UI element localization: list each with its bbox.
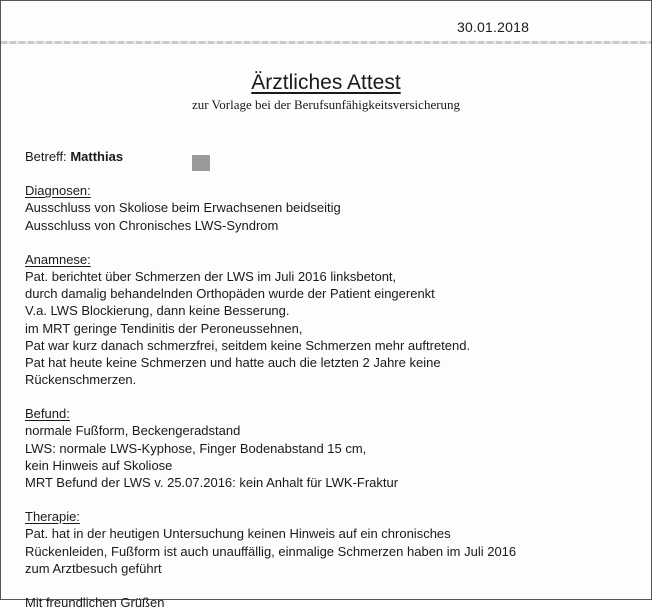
therapy-heading: Therapie:	[25, 509, 80, 525]
history-section	[25, 251, 641, 389]
diagnoses-line: Ausschluss von Skoliose beim Erwachsenen beidseitig	[25, 200, 341, 216]
history-line: Rückenschmerzen.	[25, 372, 137, 388]
document-subtitle: zur Vorlage bei der Berufsunfähigkeitsversicherung	[191, 97, 461, 112]
history-line: Pat war kurz danach schmerzfrei, seitdem keine Schmerzen mehr auftretend.	[25, 337, 471, 353]
therapy-line: Rückenleiden, Fußform ist auch unauffällig, einmalige Schmerzen haben im Juli 2016	[25, 543, 517, 559]
document-title: Ärztliches Attest	[251, 71, 401, 94]
top-divider	[1, 41, 651, 44]
diagnoses-heading: Diagnosen:	[25, 183, 91, 199]
therapy-line: Pat. hat in der heutigen Untersuchung keinen Hinweis auf ein chronisches	[25, 526, 451, 542]
findings-section	[25, 405, 641, 491]
subject-label: Betreff:	[25, 149, 67, 164]
history-line: im MRT geringe Tendinitis der Peroneussehnen,	[25, 320, 303, 336]
history-line: V.a. LWS Blockierung, dann keine Besserung.	[25, 303, 290, 319]
document-date: 30.01.2018	[457, 19, 530, 35]
history-heading: Anamnese:	[25, 251, 91, 267]
findings-line: normale Fußform, Beckengeradstand	[25, 423, 241, 439]
therapy-section	[25, 508, 641, 577]
findings-heading: Befund:	[25, 406, 70, 422]
history-line: Pat hat heute keine Schmerzen und hatte auch die letzten 2 Jahre keine	[25, 354, 441, 370]
findings-line: kein Hinweis auf Skoliose	[25, 457, 173, 473]
findings-line: MRT Befund der LWS v. 25.07.2016: kein Anhalt für LWK-Fraktur	[25, 475, 399, 490]
subject-name: Matthias	[70, 149, 124, 164]
subject-line	[25, 148, 641, 165]
history-line: Pat. berichtet über Schmerzen der LWS im Juli 2016 linksbetont,	[25, 268, 397, 284]
diagnoses-line: Ausschluss von Chronisches LWS-Syndrom	[25, 217, 279, 233]
document-body	[25, 148, 641, 611]
history-line: durch damalig behandelnden Orthopäden wurde der Patient eingerenkt	[25, 286, 435, 302]
therapy-line: zum Arztbesuch geführt	[25, 560, 162, 576]
findings-line: LWS: normale LWS-Kyphose, Finger Bodenabstand 15 cm,	[25, 440, 367, 456]
closing-greeting: Mit freundlichen Grüßen	[25, 594, 165, 610]
diagnoses-section	[25, 182, 641, 234]
